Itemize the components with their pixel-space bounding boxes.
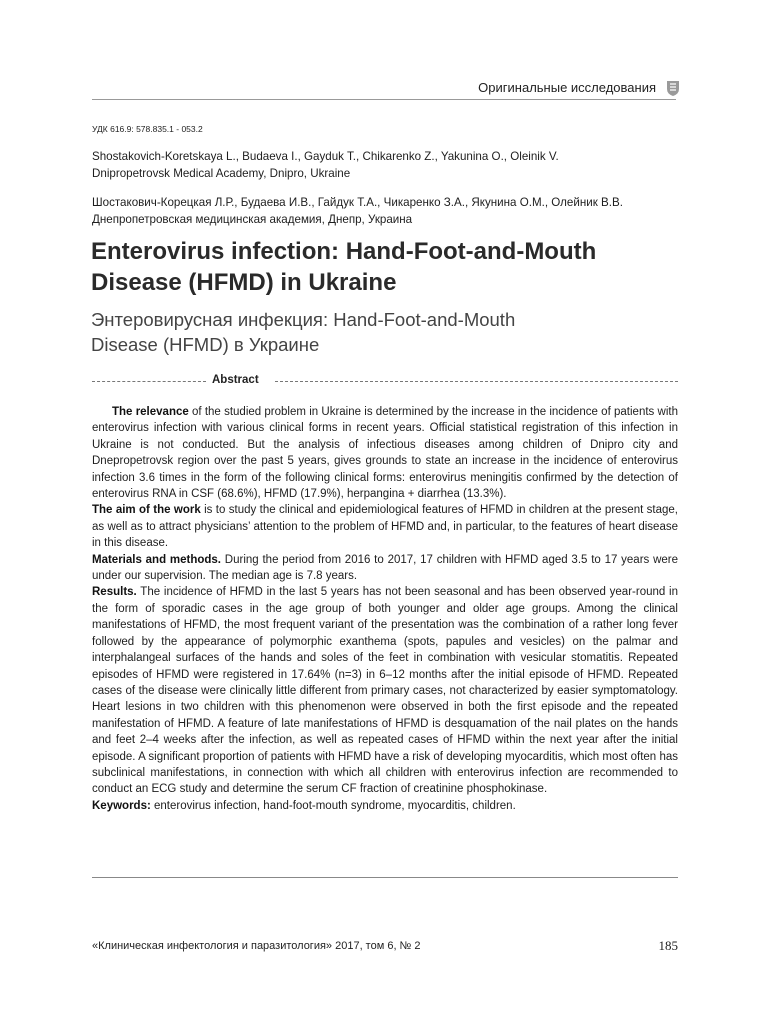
methods-text: During the period from 2016 to 2017, 17 children with HFMD aged 3.5 to 17 years were under our supervision. The median age is 7.8 years. (92, 553, 679, 583)
header-rule (92, 99, 676, 100)
bottom-rule (92, 877, 678, 878)
udk-code: УДК 616.9: 578.835.1 - 053.2 (92, 124, 203, 134)
aim-label: The aim of the work (92, 504, 201, 517)
author-names-en: Shostakovich-Koretskaya L., Budaeva I., Gayduk T., Chikarenko Z., Yakunina O., Oleinik V. (92, 150, 559, 163)
results-paragraph (92, 584, 678, 797)
methods-label: Materials and methods. (92, 553, 222, 566)
authors-english (92, 148, 559, 182)
article-title-ru (91, 307, 515, 357)
abstract-heading: Abstract (212, 374, 259, 386)
affiliation-en: Dnipropetrovsk Medical Academy, Dnipro, Ukraine (92, 167, 351, 180)
keywords-paragraph (92, 798, 678, 814)
relevance-paragraph (92, 404, 678, 502)
authors-russian (92, 194, 623, 228)
article-title-en (91, 236, 596, 298)
affiliation-ru: Днепропетровская медицинская академия, Днепр, Украина (92, 213, 413, 226)
methods-paragraph (92, 552, 678, 585)
author-names-ru: Шостакович-Корецкая Л.Р., Будаева И.В., Гайдук Т.А., Чикаренко З.А., Якунина О.М., Олейник В.В. (92, 196, 623, 209)
relevance-label: The relevance (112, 406, 189, 418)
journal-citation: «Клиническая инфектология и паразитология» 2017, том 6, № 2 (92, 940, 421, 952)
page-number: 185 (658, 938, 678, 953)
title-en-line1: Enterovirus infection: Hand-Foot-and-Mouth (91, 238, 597, 265)
title-en-line2: Disease (HFMD) in Ukraine (91, 269, 397, 296)
title-ru-line1: Энтеровирусная инфекция: Hand-Foot-and-Mouth (91, 309, 516, 330)
aim-paragraph (92, 502, 678, 551)
divider-right (275, 381, 678, 382)
divider-left (92, 381, 206, 382)
abstract-divider (92, 374, 678, 388)
results-text: The incidence of HFMD in the last 5 years has not been seasonal and has been observed year-round in the form of sporadic cases in the age group of both younger and older age groups. Among the clinical manifestations of HFMD, the most frequent variant of the presentation was the combination of a rather long fever followed by the appearance of polymorphic exanthema (spots, papules and vesicles) on the palmar and interphalangeal surfaces of the hands and soles of the feet in combination with vesicular stomatitis. Repeated episodes of HFMD were registered in 17.64% (n=3) in 6–12 months after the initial episode of HFMD. Repeated cases of the disease were clinically little different from primary cases, not characterized by easier symptomatology. Heart lesions in two children with this phenomenon were observed in both the first episode and the repeated manifestation of HFMD. A feature of late manifestations of HFMD is desquamation of the nail plates on the hands and feet 2–4 weeks after the infection, as well as repeated cases of HFMD within the next year after the initial episode. A significant proportion of patients with HFMD have a risk of developing myocarditis, which most often has subclinical manifestations, in connection with which all children with enterovirus infection are recommended to conduct an ECG study and determine the serum CF fraction of creatinine phosphokinase. (92, 586, 678, 796)
relevance-text: of the studied problem in Ukraine is determined by the increase in the incidence of patients with enterovirus infection with various clinical forms in recent years. Official statistical registration of this infection in Ukraine is not conducted. But the analysis of infectious diseases among children of Dnipro city and Dnepropetrovsk region over the past 5 years, gives grounds to state an increase in the incidence of enterovirus infection 3.6 times in the form of the following clinical forms: enterovirus meningitis confirmed by the detection of enterovirus RNA in CSF (68.6%), HFMD (17.9%), herpangina + diarrhea (13.3%). (92, 406, 678, 501)
section-heading: Оригинальные исследования (478, 80, 656, 95)
keywords-text: enterovirus infection, hand-foot-mouth syndrome, myocarditis, children. (150, 799, 516, 812)
abstract-body (92, 404, 678, 814)
results-label: Results. (92, 586, 137, 599)
journal-emblem-icon (664, 79, 682, 97)
title-ru-line2: Disease (HFMD) в Украине (91, 334, 320, 355)
keywords-label: Keywords: (92, 799, 151, 812)
aim-text: is to study the clinical and epidemiological features of HFMD in children at the present stage, as well as to attract physicians’ attention to the problem of HFMD and, in particular, to the features of heart disease in this disease. (92, 504, 678, 550)
